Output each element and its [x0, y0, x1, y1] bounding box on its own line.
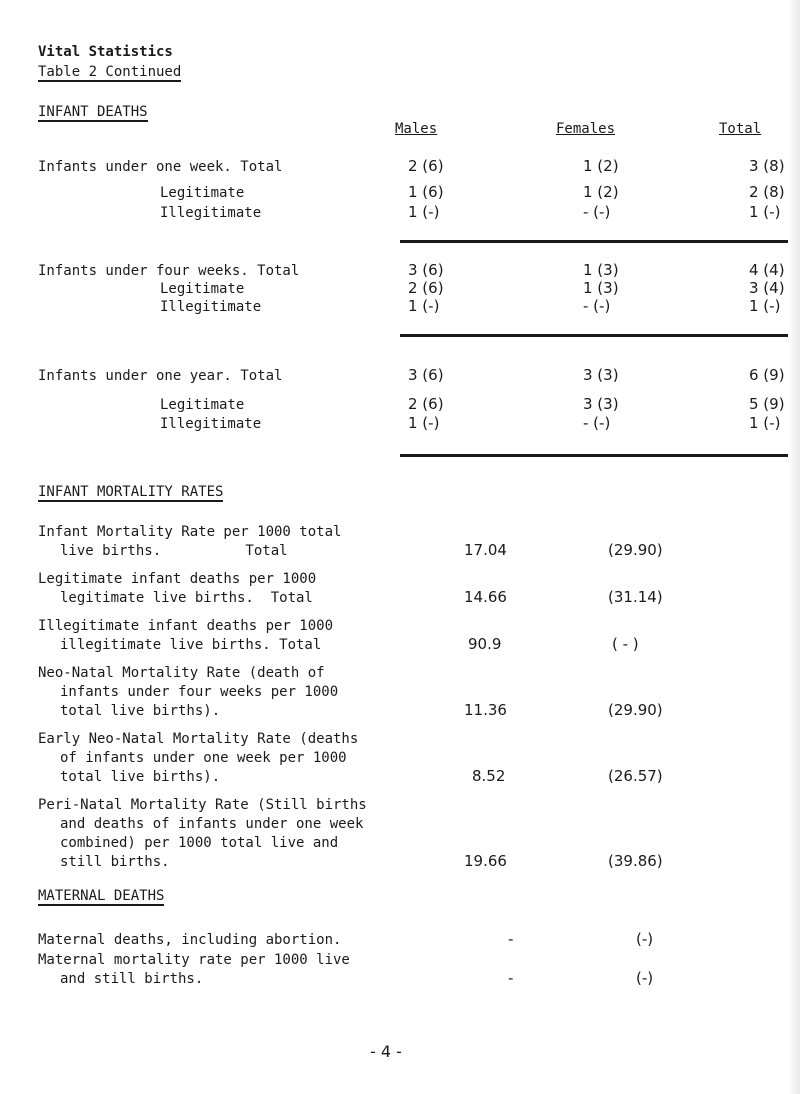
- cell-males: 2 (6): [408, 157, 444, 175]
- rate-description: total live births).: [60, 769, 221, 785]
- cell-total: 3 (4): [749, 279, 785, 297]
- maternal-deaths-heading: MATERNAL DEATHS: [38, 888, 165, 904]
- rate-description: legitimate live births. Total: [60, 590, 313, 606]
- rate-value: 11.36: [464, 701, 507, 719]
- cell-total: 1 (-): [749, 297, 781, 315]
- maternal-value: -: [508, 930, 514, 948]
- rate-description: of infants under one week per 1000: [60, 750, 347, 766]
- cell-females: 1 (2): [583, 183, 619, 201]
- cell-total: 4 (4): [749, 261, 785, 279]
- cell-females: 3 (3): [583, 395, 619, 413]
- rate-value: 17.04: [464, 541, 507, 559]
- cell-males: 1 (-): [408, 297, 440, 315]
- rate-description: still births.: [60, 854, 170, 870]
- row-label-illegitimate: Illegitimate: [160, 416, 262, 432]
- row-label-legitimate: Legitimate: [160, 281, 245, 297]
- table-divider: [400, 454, 793, 457]
- cell-total: 3 (8): [749, 157, 785, 175]
- rate-previous: (26.57): [608, 767, 663, 785]
- cell-males: 2 (6): [408, 395, 444, 413]
- column-header-total: Total: [719, 121, 762, 137]
- rate-value: 8.52: [472, 767, 506, 785]
- infant-deaths-heading: INFANT DEATHS: [38, 104, 148, 120]
- row-label-under-four-weeks-total: Infants under four weeks. Total: [38, 263, 300, 279]
- rate-description: Legitimate infant deaths per 1000: [38, 571, 317, 587]
- row-label-under-one-year-total: Infants under one year. Total: [38, 368, 283, 384]
- table-divider: [400, 334, 793, 337]
- page-title: Vital Statistics: [38, 44, 173, 60]
- rate-description: Illegitimate infant deaths per 1000: [38, 618, 334, 634]
- rate-previous: (29.90): [608, 541, 663, 559]
- rate-value: 19.66: [464, 852, 507, 870]
- row-label-legitimate: Legitimate: [160, 397, 245, 413]
- cell-females: 1 (3): [583, 261, 619, 279]
- cell-females: - (-): [583, 297, 611, 315]
- scan-edge-shadow: [788, 0, 800, 1094]
- table-divider: [400, 240, 793, 243]
- rate-previous: (31.14): [608, 588, 663, 606]
- rate-description: Neo-Natal Mortality Rate (death of: [38, 665, 325, 681]
- rate-previous: ( - ): [612, 635, 639, 653]
- cell-males: 1 (6): [408, 183, 444, 201]
- cell-total: 6 (9): [749, 366, 785, 384]
- rate-value: 90.9: [468, 635, 502, 653]
- cell-total: 2 (8): [749, 183, 785, 201]
- row-label-legitimate: Legitimate: [160, 185, 245, 201]
- rate-description: infants under four weeks per 1000: [60, 684, 339, 700]
- row-label-under-one-week-total: Infants under one week. Total: [38, 159, 283, 175]
- cell-total: 1 (-): [749, 414, 781, 432]
- column-header-males: Males: [395, 121, 438, 137]
- row-label-illegitimate: Illegitimate: [160, 205, 262, 221]
- maternal-description: Maternal deaths, including abortion.: [38, 932, 342, 948]
- rate-description: combined) per 1000 total live and: [60, 835, 339, 851]
- cell-males: 2 (6): [408, 279, 444, 297]
- maternal-description: Maternal mortality rate per 1000 live: [38, 952, 350, 968]
- maternal-value: -: [508, 969, 514, 987]
- mortality-rates-heading: INFANT MORTALITY RATES: [38, 484, 224, 500]
- cell-females: - (-): [583, 203, 611, 221]
- cell-males: 1 (-): [408, 203, 440, 221]
- rate-previous: (39.86): [608, 852, 663, 870]
- cell-total: 1 (-): [749, 203, 781, 221]
- maternal-description: and still births.: [60, 971, 204, 987]
- column-header-females: Females: [556, 121, 616, 137]
- maternal-previous: (-): [636, 969, 654, 987]
- rate-description: Infant Mortality Rate per 1000 total: [38, 524, 342, 540]
- rate-description: total live births).: [60, 703, 221, 719]
- rate-previous: (29.90): [608, 701, 663, 719]
- rate-description: illegitimate live births. Total: [60, 637, 322, 653]
- maternal-previous: (-): [636, 930, 654, 948]
- cell-males: 3 (6): [408, 261, 444, 279]
- rate-description: Peri-Natal Mortality Rate (Still births: [38, 797, 367, 813]
- page-number: - 4 -: [370, 1042, 402, 1061]
- rate-value: 14.66: [464, 588, 507, 606]
- cell-total: 5 (9): [749, 395, 785, 413]
- rate-description: and deaths of infants under one week: [60, 816, 364, 832]
- table-subtitle: Table 2 Continued: [38, 64, 182, 80]
- cell-males: 3 (6): [408, 366, 444, 384]
- cell-females: 3 (3): [583, 366, 619, 384]
- cell-females: 1 (2): [583, 157, 619, 175]
- rate-description: live births. Total: [60, 543, 288, 559]
- cell-males: 1 (-): [408, 414, 440, 432]
- rate-description: Early Neo-Natal Mortality Rate (deaths: [38, 731, 359, 747]
- row-label-illegitimate: Illegitimate: [160, 299, 262, 315]
- cell-females: - (-): [583, 414, 611, 432]
- cell-females: 1 (3): [583, 279, 619, 297]
